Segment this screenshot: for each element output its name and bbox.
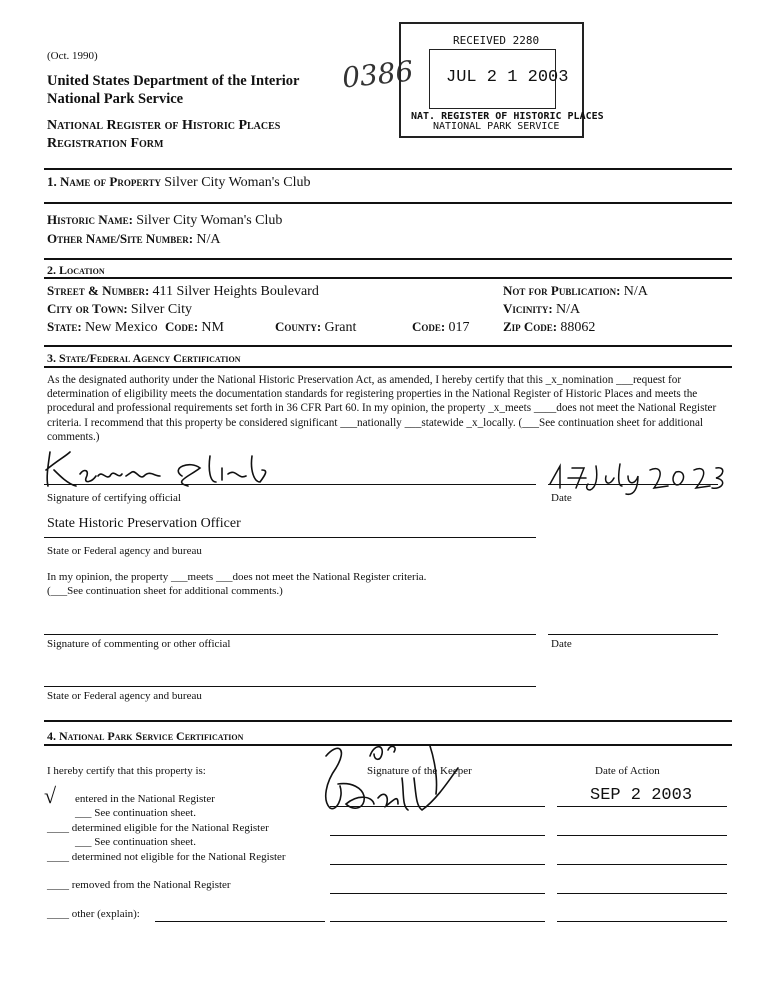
stamp-line1: NAT. REGISTER OF HISTORIC PLACES [411,111,604,122]
certify-intro: I hereby certify that this property is: [47,765,206,777]
nfp-row [503,283,648,300]
zip-label: Zip Code: [503,319,558,334]
section4-heading [47,729,243,744]
state-code-value: NM [201,320,224,335]
option-entered-continuation: ___ See continuation sheet. [75,807,196,819]
section1-title: Name of Property [60,174,162,189]
street-row [47,283,319,300]
historic-name-value: Silver City Woman's Club [136,213,283,228]
section2-title: Location [59,263,105,277]
county-code-label: Code: [412,319,446,334]
county-code-value: 017 [448,320,470,335]
check-mark: √ [44,783,57,808]
signature-date-handwritten [546,458,726,498]
rule [44,202,732,204]
rule [44,168,732,170]
date-of-action-label: Date of Action [595,765,660,777]
rule [44,720,732,722]
opinion-line-1: In my opinion, the property ___meets ___does not meet the National Register criteria. [47,571,427,583]
street-label: Street & Number: [47,283,150,298]
signature-line [44,484,536,485]
county-label: County: [275,319,322,334]
section4-title: National Park Service Certification [59,729,244,743]
service-title: National Park Service [47,91,184,107]
street-value: 411 Silver Heights Boulevard [152,284,319,299]
action-date-line-3 [557,864,727,865]
option-eligible: ____ determined eligible for the National Register [47,822,269,834]
form-name: Registration Form [47,136,164,151]
keeper-line-4 [330,893,545,894]
action-date: SEP 2 2003 [590,786,693,805]
state-value: New Mexico [84,320,158,335]
date-label: Date [551,492,572,504]
county-row [275,319,356,336]
state-label: State: [47,319,82,334]
rule [44,366,732,368]
other-explain-line [155,921,325,922]
option-entered: entered in the National Register [75,793,215,805]
action-date-line-5 [557,921,727,922]
bureau-line [44,537,536,538]
vicinity-value: N/A [555,302,581,317]
opinion-line-2: (___See continuation sheet for additional comments.) [47,585,283,597]
section1-number: 1. [47,174,57,189]
official-title: State Historic Preservation Officer [47,516,241,531]
county-code-row [412,319,469,336]
option-other: ____ other (explain): [47,908,140,920]
bureau-label: State or Federal agency and bureau [47,545,202,557]
handwritten-number: 0386 [340,54,415,95]
state-code-label: Code: [164,319,199,334]
certification-paragraph: As the designated authority under the National Historic Preservation Act, as amended, I hereby certify that this _x_nomination ___request for determination of eligibility meets the documentation standards for registering properties in the National Register of Historic Places and meets the procedural and professional requirements set forth in 36 CFR Part 60. In my opinion, the property _x_meets ____does not meet the National Register criteria. I recommend that this property be considered significant ___nationally ___statewide _x_locally. (___See continuation sheet for additional comments.) [47,374,717,443]
section3-title: State/Federal Agency Certification [59,351,241,365]
commenting-date-line [548,634,718,635]
commenting-label: Signature of commenting or other official [47,638,231,650]
nfp-value: N/A [623,284,648,299]
section3-heading [47,351,241,366]
action-date-line-4 [557,893,727,894]
option-not-eligible: ____ determined not eligible for the National Register [47,851,286,863]
option-removed: ____ removed from the National Register [47,879,231,891]
rule [44,277,732,279]
property-name: Silver City Woman's Club [164,175,311,190]
section2-number: 2. [47,263,56,277]
state-row [47,319,224,336]
stamp-line2: NATIONAL PARK SERVICE [433,121,560,132]
stamp-received: RECEIVED 2280 [453,34,540,47]
vicinity-row [503,301,580,318]
option-eligible-continuation: ___ See continuation sheet. [75,836,196,848]
section4-number: 4. [47,729,56,743]
register-title: National Register of Historic Places [47,118,281,133]
action-date-line-1 [557,806,727,807]
keeper-line-2 [330,835,545,836]
zip-value: 88062 [560,320,596,335]
vicinity-label: Vicinity: [503,301,553,316]
keeper-line-5 [330,921,545,922]
section3-number: 3. [47,351,56,365]
county-value: Grant [324,320,357,335]
city-label: City or Town: [47,301,128,316]
form-date: (Oct. 1990) [47,50,98,62]
zip-row [503,319,595,336]
sig-official-label: Signature of certifying official [47,492,181,504]
keeper-line-1 [330,806,545,807]
other-name-value: N/A [196,232,221,247]
stamp-date: JUL 2 1 2003 [446,68,569,87]
other-name-row [47,231,220,248]
rule [44,258,732,260]
date-label-2: Date [551,638,572,650]
bureau-label-2: State or Federal agency and bureau [47,690,202,702]
historic-name-row [47,212,282,229]
city-value: Silver City [130,302,192,317]
keeper-label: Signature of the Keeper [367,765,472,777]
commenting-sig-line [44,634,536,635]
rule [44,345,732,347]
historic-name-label: Historic Name: [47,212,133,227]
section1-heading [47,174,310,191]
stamp-date-box [429,49,569,109]
bureau-line-2 [44,686,536,687]
other-name-label: Other Name/Site Number: [47,231,194,246]
received-stamp [399,22,604,138]
nfp-label: Not for Publication: [503,283,621,298]
city-row [47,301,192,318]
action-date-line-2 [557,835,727,836]
date-line [548,484,718,485]
keeper-line-3 [330,864,545,865]
department-title: United States Department of the Interior [47,73,300,89]
section2-heading [47,263,105,278]
